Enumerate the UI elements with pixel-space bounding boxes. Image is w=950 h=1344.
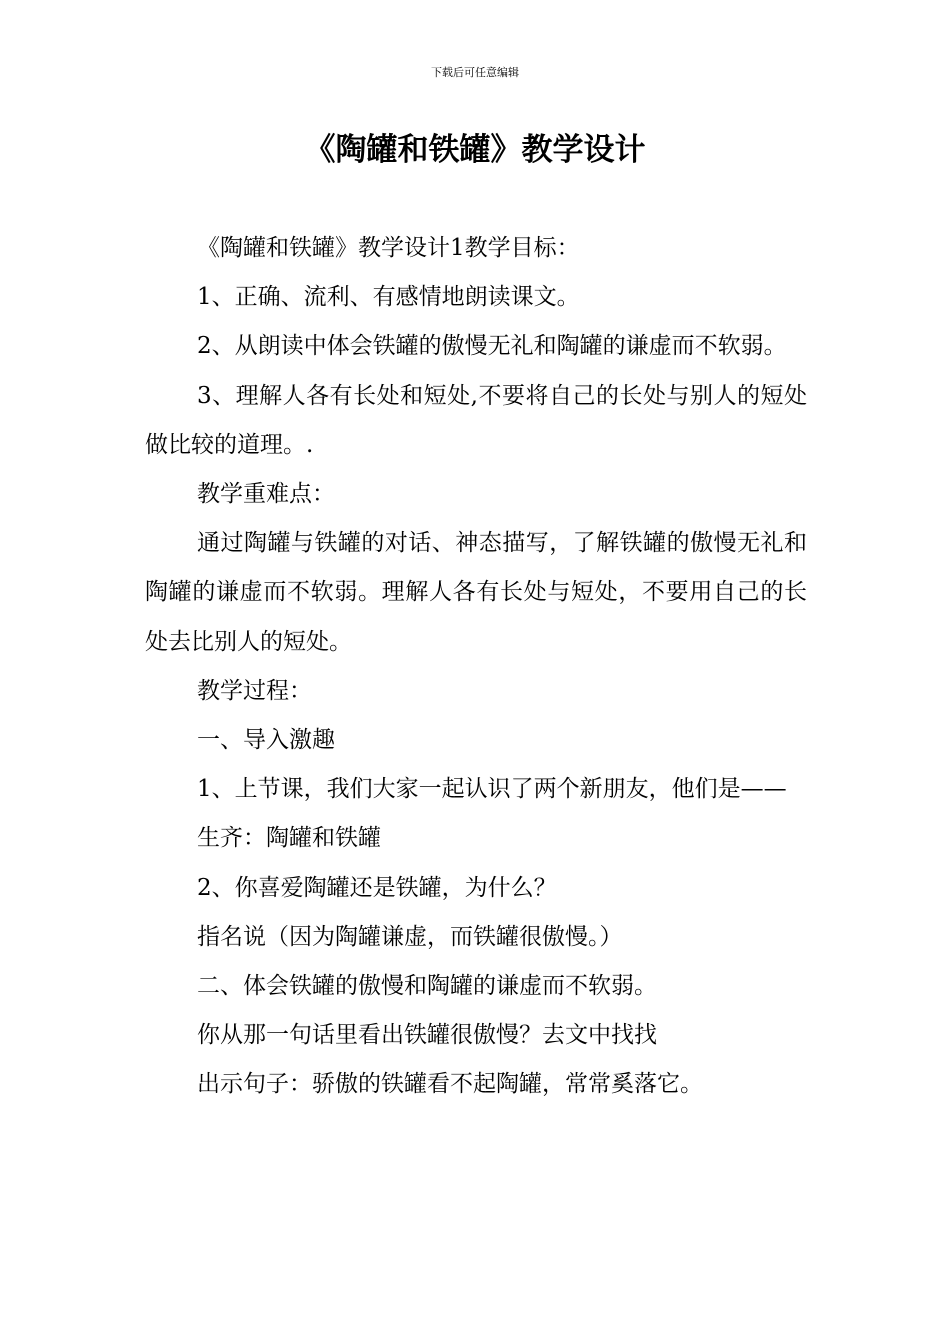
paragraph-step-1: 1、上节课，我们大家一起认识了两个新朋友，他们是—— — [197, 776, 787, 803]
paragraph-step-2: 2、你喜爱陶罐还是铁罐，为什么？ — [197, 874, 557, 901]
paragraph-key-points: 通过陶罐与铁罐的对话、神态描写，了解铁罐的傲慢无礼和陶罐的谦虚而不软弱。理解人各有长处与短处，不要用自己的长处去比别人的短处。 — [145, 530, 807, 655]
document-body — [145, 224, 807, 1110]
paragraph-named-answer: 指名说（因为陶罐谦虚，而铁罐很傲慢。） — [197, 923, 623, 950]
paragraph-section-2-heading: 二、体会铁罐的傲慢和陶罐的谦虚而不软弱。 — [197, 973, 657, 1000]
paragraph-student-answer: 生齐：陶罐和铁罐 — [197, 825, 381, 852]
paragraph-goal-2: 2、从朗读中体会铁罐的傲慢无礼和陶罐的谦虚而不软弱。 — [197, 333, 787, 360]
paragraph-show-sentence: 出示句子：骄傲的铁罐看不起陶罐，常常奚落它。 — [197, 1071, 703, 1098]
paragraph-goal-1: 1、正确、流利、有感情地朗读课文。 — [197, 284, 580, 311]
paragraph-question: 你从那一句话里看出铁罐很傲慢？去文中找找 — [197, 1022, 657, 1049]
header-note: 下载后可任意编辑 — [431, 66, 519, 79]
paragraph-intro: 《陶罐和铁罐》教学设计1教学目标： — [197, 235, 580, 261]
paragraph-key-points-heading: 教学重难点： — [197, 481, 335, 508]
paragraph-process-heading: 教学过程： — [197, 677, 312, 704]
paragraph-goal-3: 3、理解人各有长处和短处,不要将自己的长处与别人的短处做比较的道理。. — [145, 382, 807, 458]
paragraph-section-1-heading: 一、导入激趣 — [197, 727, 335, 754]
document-title: 《陶罐和铁罐》教学设计 — [304, 132, 646, 168]
